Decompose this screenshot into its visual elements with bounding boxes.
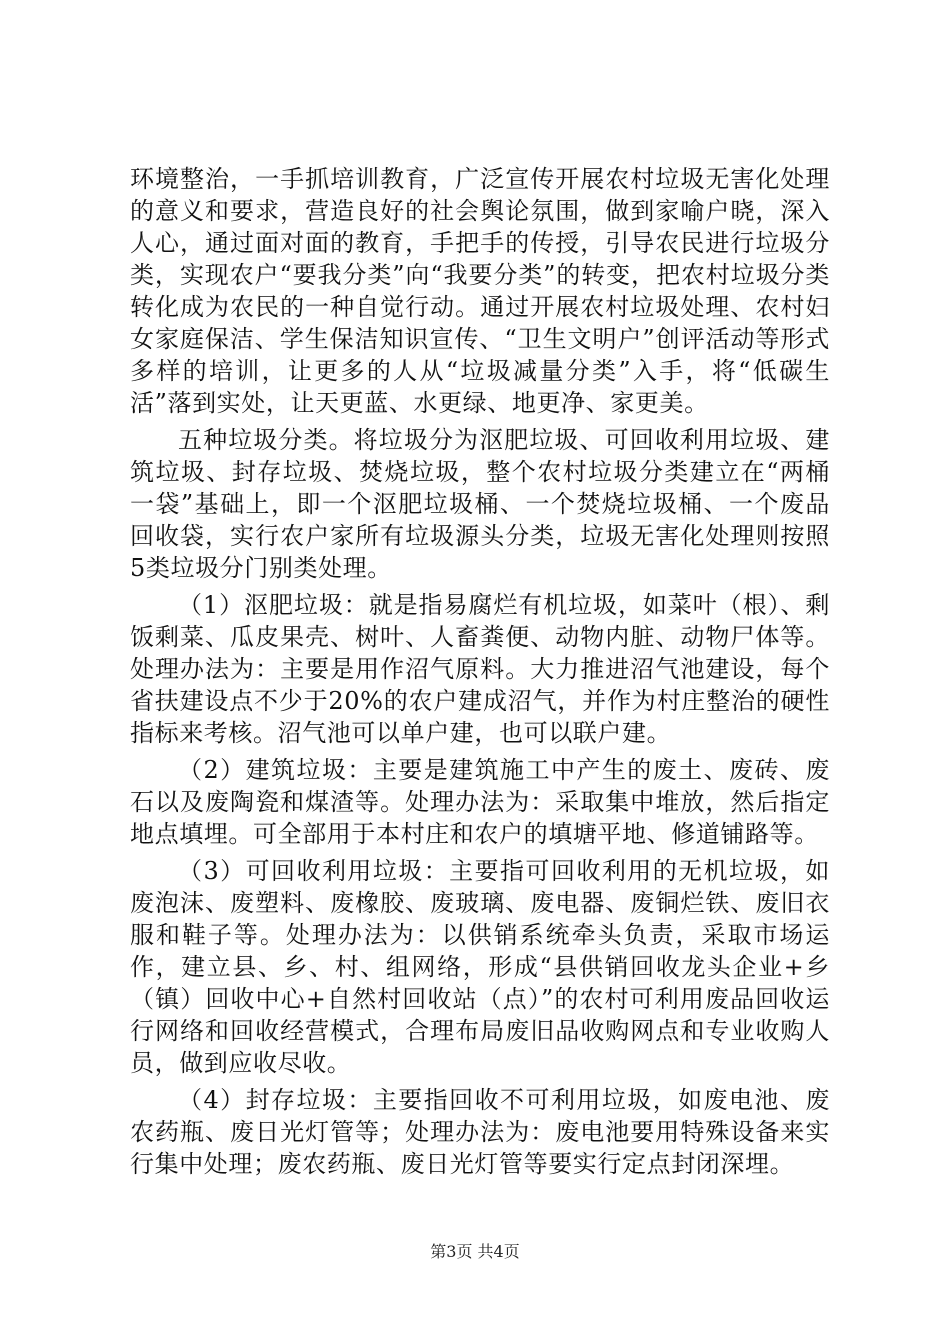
paragraph-recyclable-waste: （3）可回收利用垃圾：主要指可回收利用的无机垃圾，如废泡沫、废塑料、废橡胶、废玻璃、废电器、废铜烂铁、废旧衣服和鞋子等。处理办法为：以供销系统牵头负责，采取市场运作，建立县、乡、村、组网络，形成“县供销回收龙头企业+乡（镇）回收中心+自然村回收站（点）”的农村可利用废品回收运行网络和回收经营模式，合理布局废旧品收购网点和专业收购人员，做到应收尽收。: [130, 857, 830, 1077]
paragraph-continuation: 环境整治，一手抓培训教育，广泛宣传开展农村垃圾无害化处理的意义和要求，营造良好的社会舆论氛围，做到家喻户晓，深入人心，通过面对面的教育，手把手的传授，引导农民进行垃圾分类，实现农户“要我分类”向“我要分类”的转变，把农村垃圾分类转化成为农民的一种自觉行动。通过开展农村垃圾处理、农村妇女家庭保洁、学生保洁知识宣传、“卫生文明户”创评活动等形式多样的培训，让更多的人从“垃圾减量分类”入手，将“低碳生活”落到实处，让天更蓝、水更绿、地更净、家更美。: [130, 165, 830, 417]
paragraph-compost-waste: （1）沤肥垃圾：就是指易腐烂有机垃圾，如菜叶（根）、剩饭剩菜、瓜皮果壳、树叶、人畜粪便、动物内脏、动物尸体等。处理办法为：主要是用作沼气原料。大力推进沼气池建设，每个省扶建设点不少于20%的农户建成沼气，并作为村庄整治的硬性指标来考核。沼气池可以单户建，也可以联户建。: [130, 591, 830, 747]
paragraph-sealed-waste: （4）封存垃圾：主要指回收不可利用垃圾，如废电池、废农药瓶、废日光灯管等；处理办法为：废电池要用特殊设备来实行集中处理；废农药瓶、废日光灯管等要实行定点封闭深埋。: [130, 1086, 830, 1178]
document-body: [130, 163, 830, 1180]
paragraph-five-categories: 五种垃圾分类。将垃圾分为沤肥垃圾、可回收利用垃圾、建筑垃圾、封存垃圾、焚烧垃圾，整个农村垃圾分类建立在“两桶一袋”基础上，即一个沤肥垃圾桶、一个焚烧垃圾桶、一个废品回收袋，实行农户家所有垃圾源头分类，垃圾无害化处理则按照5类垃圾分门别类处理。: [130, 426, 830, 582]
page-number-footer: 第3页 共4页: [430, 1242, 520, 1261]
paragraph-construction-waste: （2）建筑垃圾：主要是建筑施工中产生的废土、废砖、废石以及废陶瓷和煤渣等。处理办法为：采取集中堆放，然后指定地点填埋。可全部用于本村庄和农户的填塘平地、修道铺路等。: [130, 756, 830, 848]
